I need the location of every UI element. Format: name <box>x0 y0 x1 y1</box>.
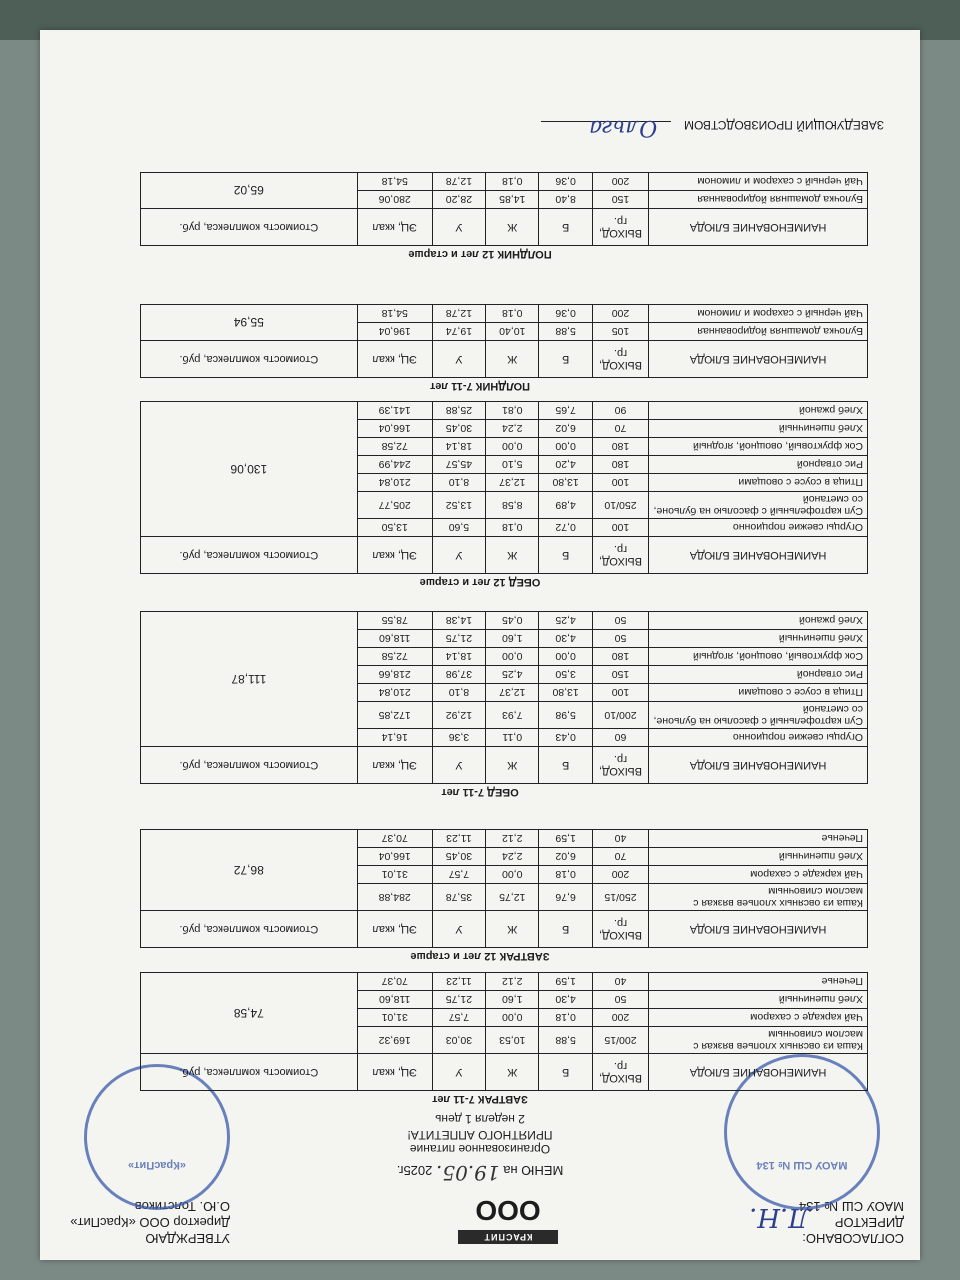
cell-u: 37,98 <box>432 666 485 684</box>
block-title: ПОЛДНИК 12 лет и старше <box>408 248 552 260</box>
block-title: ОБЕД 12 лет и старше <box>419 576 541 588</box>
cell-zh: 7,93 <box>486 702 539 729</box>
cell-name: Птица в соусе с овощами <box>649 474 868 492</box>
column-header-zh: Ж <box>486 537 539 574</box>
cell-yield: 50 <box>592 630 648 648</box>
cell-u: 8,10 <box>432 684 485 702</box>
cell-u: 30,03 <box>432 1027 485 1054</box>
column-header-cost: Стоимость комплекса, руб. <box>141 209 358 246</box>
cell-kcal: 196,04 <box>357 323 432 341</box>
block-title: ПОЛДНИК 7-11 лет <box>429 380 531 392</box>
footer <box>469 115 884 140</box>
column-header-cost: Стоимость комплекса, руб. <box>141 341 358 378</box>
cell-zh: 0,18 <box>486 173 539 191</box>
cell-cost: 86,72 <box>141 830 358 911</box>
cell-b: 7,65 <box>539 402 592 420</box>
cell-u: 18,14 <box>432 648 485 666</box>
cell-name: Чай черный с сахаром и лимоном <box>649 305 868 323</box>
cell-b: 5,88 <box>539 1027 592 1054</box>
cell-u: 21,75 <box>432 630 485 648</box>
cell-b: 1,59 <box>539 830 592 848</box>
column-header-name: НАИМЕНОВАНИЕ БЛЮДА <box>649 911 868 948</box>
column-header-u: У <box>432 537 485 574</box>
cell-b: 0,00 <box>539 648 592 666</box>
table-header-row <box>141 209 868 246</box>
column-header-name: НАИМЕНОВАНИЕ БЛЮДА <box>649 341 868 378</box>
cell-name: Печенье <box>649 830 868 848</box>
column-header-kcal: ЭЦ, ккал <box>357 747 432 784</box>
cell-kcal: 169,32 <box>357 1027 432 1054</box>
cell-kcal: 284,88 <box>357 884 432 911</box>
cell-kcal: 31,01 <box>357 1009 432 1027</box>
cell-b: 4,30 <box>539 991 592 1009</box>
column-header-yield: ВЫХОД, гр. <box>592 209 648 246</box>
cell-b: 6,76 <box>539 884 592 911</box>
block-title: ОБЕД 7-11 лет <box>441 786 519 798</box>
cell-u: 11,23 <box>432 830 485 848</box>
menu-table <box>140 829 868 948</box>
cell-yield: 100 <box>592 474 648 492</box>
column-header-yield: ВЫХОД, гр. <box>592 537 648 574</box>
cell-name: Сок фруктовый, овощной, ягодный <box>649 648 868 666</box>
cell-yield: 70 <box>592 420 648 438</box>
cell-b: 8,40 <box>539 191 592 209</box>
cell-b: 6,02 <box>539 848 592 866</box>
column-header-u: У <box>432 1054 485 1091</box>
cell-u: 14,38 <box>432 612 485 630</box>
column-header-cost: Стоимость комплекса, руб. <box>141 1054 358 1091</box>
column-header-b: Б <box>539 747 592 784</box>
cell-kcal: 118,60 <box>357 630 432 648</box>
cell-yield: 200 <box>592 173 648 191</box>
column-header-zh: Ж <box>486 209 539 246</box>
cell-b: 13,80 <box>539 474 592 492</box>
cell-zh: 12,37 <box>486 474 539 492</box>
menu-table <box>140 611 868 784</box>
school-stamp-text: МАОУ СШ № 134 <box>756 1159 848 1171</box>
cell-kcal: 16,14 <box>357 729 432 747</box>
column-header-name: НАИМЕНОВАНИЕ БЛЮДА <box>649 537 868 574</box>
cell-zh: 5,10 <box>486 456 539 474</box>
block-title: ЗАВТРАК 12 лет и старше <box>410 950 550 962</box>
cell-zh: 1,60 <box>486 630 539 648</box>
cell-zh: 0,11 <box>486 729 539 747</box>
block-title: ЗАВТРАК 7-11 лет <box>432 1093 528 1105</box>
column-header-kcal: ЭЦ, ккал <box>357 1054 432 1091</box>
cell-cost: 130,06 <box>141 402 358 537</box>
cell-b: 4,20 <box>539 456 592 474</box>
cell-zh: 4,25 <box>486 666 539 684</box>
cell-yield: 100 <box>592 519 648 537</box>
cell-u: 28,20 <box>432 191 485 209</box>
cell-u: 8,10 <box>432 474 485 492</box>
cell-yield: 150 <box>592 191 648 209</box>
cell-kcal: 210,84 <box>357 474 432 492</box>
table-row <box>141 884 868 911</box>
cell-b: 0,18 <box>539 1009 592 1027</box>
cell-zh: 14,85 <box>486 191 539 209</box>
cell-kcal: 31,01 <box>357 866 432 884</box>
table-row <box>141 729 868 747</box>
column-header-kcal: ЭЦ, ккал <box>357 537 432 574</box>
cell-b: 0,36 <box>539 173 592 191</box>
menu-date-line <box>340 1161 620 1185</box>
cell-u: 19,74 <box>432 323 485 341</box>
cell-kcal: 70,37 <box>357 973 432 991</box>
cell-name: Суп картофельный с фасолью на бульоне, со сметаной <box>649 492 868 519</box>
column-header-cost: Стоимость комплекса, руб. <box>141 537 358 574</box>
cell-yield: 180 <box>592 648 648 666</box>
column-header-yield: ВЫХОД, гр. <box>592 1054 648 1091</box>
cell-zh: 0,00 <box>486 648 539 666</box>
cell-cost: 65,02 <box>141 173 358 209</box>
cell-name: Хлеб ржаной <box>649 402 868 420</box>
cell-name: Булочка домашняя йодированная <box>649 323 868 341</box>
cell-kcal: 166,04 <box>357 848 432 866</box>
logo-mark: ООО <box>475 1195 541 1226</box>
column-header-u: У <box>432 209 485 246</box>
cell-cost: 111,87 <box>141 612 358 747</box>
column-header-u: У <box>432 911 485 948</box>
cell-cost: 74,58 <box>141 973 358 1054</box>
table-header-row <box>141 537 868 574</box>
footer-signature: Ольга <box>589 115 658 140</box>
approval-left-signature: Л.Н. <box>749 1202 810 1232</box>
cell-name: Чай черный с сахаром и лимоном <box>649 173 868 191</box>
column-header-kcal: ЭЦ, ккал <box>357 911 432 948</box>
cell-name: Птица в соусе с овощами <box>649 684 868 702</box>
cell-yield: 180 <box>592 438 648 456</box>
column-header-u: У <box>432 747 485 784</box>
cell-u: 30,45 <box>432 848 485 866</box>
cell-b: 5,98 <box>539 702 592 729</box>
approval-left-school: МАОУ СШ № 134 <box>798 1199 904 1214</box>
cell-zh: 8,58 <box>486 492 539 519</box>
cell-yield: 150 <box>592 666 648 684</box>
cell-name: Булочка домашняя йодированная <box>649 191 868 209</box>
cell-b: 3,50 <box>539 666 592 684</box>
cell-u: 12,92 <box>432 702 485 729</box>
cell-b: 13,80 <box>539 684 592 702</box>
cell-u: 35,78 <box>432 884 485 911</box>
table-row <box>141 1027 868 1054</box>
column-header-yield: ВЫХОД, гр. <box>592 911 648 948</box>
cell-yield: 40 <box>592 830 648 848</box>
cell-name: Хлеб пшеничный <box>649 848 868 866</box>
column-header-b: Б <box>539 1054 592 1091</box>
cell-b: 0,36 <box>539 305 592 323</box>
approval-left-label: СОГЛАСОВАНО: <box>802 1231 904 1246</box>
cell-b: 4,25 <box>539 612 592 630</box>
cell-yield: 180 <box>592 456 648 474</box>
cell-kcal: 166,04 <box>357 420 432 438</box>
cell-zh: 10,40 <box>486 323 539 341</box>
cell-u: 11,23 <box>432 973 485 991</box>
cell-name: Огурцы свежие порционно <box>649 519 868 537</box>
approval-right-label: УТВЕРЖДАЮ <box>145 1231 230 1246</box>
column-header-yield: ВЫХОД, гр. <box>592 341 648 378</box>
cell-name: Суп картофельный с фасолью на бульоне, со сметаной <box>649 702 868 729</box>
approval-right-person: О.Ю. Толстиков <box>134 1199 230 1214</box>
menu-table <box>140 172 868 246</box>
column-header-zh: Ж <box>486 911 539 948</box>
company-stamp-text: «КрасПит» <box>128 1159 186 1171</box>
column-header-b: Б <box>539 209 592 246</box>
cell-yield: 50 <box>592 991 648 1009</box>
cell-u: 18,14 <box>432 438 485 456</box>
cell-zh: 2,12 <box>486 973 539 991</box>
cell-b: 4,30 <box>539 630 592 648</box>
cell-name: Хлеб пшеничный <box>649 630 868 648</box>
logo-top-text: КРАСПИТ <box>458 1230 558 1244</box>
cell-kcal: 118,60 <box>357 991 432 1009</box>
cell-name: Хлеб пшеничный <box>649 991 868 1009</box>
cell-zh: 0,18 <box>486 519 539 537</box>
cell-u: 25,88 <box>432 402 485 420</box>
cell-zh: 1,60 <box>486 991 539 1009</box>
menu-table <box>140 401 868 574</box>
cell-kcal: 13,50 <box>357 519 432 537</box>
cell-yield: 200 <box>592 1009 648 1027</box>
cell-name: Хлеб пшеничный <box>649 420 868 438</box>
company-logo <box>458 1188 558 1244</box>
cell-name: Чай каркаде с сахаром <box>649 1009 868 1027</box>
cell-kcal: 218,66 <box>357 666 432 684</box>
cell-yield: 250/15 <box>592 884 648 911</box>
column-header-b: Б <box>539 537 592 574</box>
cell-zh: 12,75 <box>486 884 539 911</box>
cell-zh: 0,18 <box>486 305 539 323</box>
cell-yield: 70 <box>592 848 648 866</box>
table-row <box>141 323 868 341</box>
cell-kcal: 54,18 <box>357 173 432 191</box>
column-header-name: НАИМЕНОВАНИЕ БЛЮДА <box>649 209 868 246</box>
table-header-row <box>141 341 868 378</box>
cell-yield: 200 <box>592 866 648 884</box>
cell-u: 30,45 <box>432 420 485 438</box>
cell-zh: 0,00 <box>486 1009 539 1027</box>
cell-yield: 90 <box>592 402 648 420</box>
cell-zh: 2,24 <box>486 420 539 438</box>
cell-yield: 100 <box>592 684 648 702</box>
cell-name: Огурцы свежие порционно <box>649 729 868 747</box>
cell-yield: 200/15 <box>592 1027 648 1054</box>
column-header-yield: ВЫХОД, гр. <box>592 747 648 784</box>
cell-zh: 2,12 <box>486 830 539 848</box>
org-line-2: ПРИЯТНОГО АППЕТИТА! <box>407 1128 553 1142</box>
table-row <box>141 519 868 537</box>
column-header-zh: Ж <box>486 1054 539 1091</box>
cell-yield: 200/10 <box>592 702 648 729</box>
cell-u: 12,78 <box>432 173 485 191</box>
cell-b: 4,89 <box>539 492 592 519</box>
cell-u: 13,52 <box>432 492 485 519</box>
approval-left-position: ДИРЕКТОР <box>834 1215 904 1230</box>
footer-label: ЗАВЕДУЮЩИЙ ПРОИЗВОДСТВОМ <box>683 118 884 132</box>
cell-name: Рис отварной <box>649 456 868 474</box>
cell-b: 0,00 <box>539 438 592 456</box>
cell-zh: 0,45 <box>486 612 539 630</box>
menu-year: 2025г. <box>396 1163 433 1178</box>
cell-u: 5,60 <box>432 519 485 537</box>
cell-u: 45,57 <box>432 456 485 474</box>
cell-zh: 0,00 <box>486 866 539 884</box>
cell-yield: 60 <box>592 729 648 747</box>
cell-kcal: 72,58 <box>357 648 432 666</box>
approval-right-position: Директор ООО «КрасПит» <box>70 1215 230 1230</box>
menu-table <box>140 972 868 1091</box>
cell-yield: 50 <box>592 612 648 630</box>
cell-u: 7,57 <box>432 866 485 884</box>
cell-b: 6,02 <box>539 420 592 438</box>
column-header-b: Б <box>539 911 592 948</box>
cell-kcal: 72,58 <box>357 438 432 456</box>
cell-kcal: 78,55 <box>357 612 432 630</box>
cell-name: Печенье <box>649 973 868 991</box>
cell-b: 5,88 <box>539 323 592 341</box>
cell-name: Сок фруктовый, овощной, ягодный <box>649 438 868 456</box>
menu-date: 19.05. <box>436 1161 500 1185</box>
cell-yield: 40 <box>592 973 648 991</box>
table-header-row <box>141 747 868 784</box>
cell-b: 0,72 <box>539 519 592 537</box>
cell-name: Каша из овсяных хлопьев вязкая с маслом сливочным <box>649 884 868 911</box>
cell-zh: 10,53 <box>486 1027 539 1054</box>
cell-cost: 55,94 <box>141 305 358 341</box>
cell-zh: 12,37 <box>486 684 539 702</box>
cell-yield: 200 <box>592 305 648 323</box>
table-header-row <box>141 1054 868 1091</box>
cell-b: 1,59 <box>539 973 592 991</box>
cell-kcal: 141,39 <box>357 402 432 420</box>
cell-kcal: 70,37 <box>357 830 432 848</box>
cell-name: Хлеб ржаной <box>649 612 868 630</box>
menu-sheet <box>40 30 920 1260</box>
cell-name: Каша из овсяных хлопьев вязкая с маслом сливочным <box>649 1027 868 1054</box>
cell-kcal: 205,77 <box>357 492 432 519</box>
cell-kcal: 210,84 <box>357 684 432 702</box>
cell-kcal: 54,18 <box>357 305 432 323</box>
week-day: 2 неделя 1 день <box>435 1112 525 1126</box>
org-line-1: Организованное питание <box>409 1142 551 1156</box>
cell-b: 0,18 <box>539 866 592 884</box>
cell-zh: 2,24 <box>486 848 539 866</box>
cell-zh: 0,81 <box>486 402 539 420</box>
table-row <box>141 191 868 209</box>
cell-name: Рис отварной <box>649 666 868 684</box>
cell-zh: 0,00 <box>486 438 539 456</box>
column-header-cost: Стоимость комплекса, руб. <box>141 911 358 948</box>
column-header-zh: Ж <box>486 747 539 784</box>
cell-yield: 250/10 <box>592 492 648 519</box>
cell-u: 12,78 <box>432 305 485 323</box>
column-header-name: НАИМЕНОВАНИЕ БЛЮДА <box>649 747 868 784</box>
cell-u: 7,57 <box>432 1009 485 1027</box>
cell-u: 3,36 <box>432 729 485 747</box>
cell-kcal: 244,99 <box>357 456 432 474</box>
cell-name: Чай каркаде с сахаром <box>649 866 868 884</box>
column-header-b: Б <box>539 341 592 378</box>
cell-yield: 105 <box>592 323 648 341</box>
column-header-kcal: ЭЦ, ккал <box>357 209 432 246</box>
table-header-row <box>141 911 868 948</box>
column-header-name: НАИМЕНОВАНИЕ БЛЮДА <box>649 1054 868 1091</box>
column-header-cost: Стоимость комплекса, руб. <box>141 747 358 784</box>
column-header-u: У <box>432 341 485 378</box>
cell-kcal: 280,06 <box>357 191 432 209</box>
menu-table <box>140 304 868 378</box>
cell-kcal: 172,85 <box>357 702 432 729</box>
column-header-zh: Ж <box>486 341 539 378</box>
menu-page-upside-down <box>40 30 920 1260</box>
cell-u: 21,75 <box>432 991 485 1009</box>
menu-label: МЕНЮ на <box>503 1163 564 1178</box>
cell-b: 0,43 <box>539 729 592 747</box>
column-header-kcal: ЭЦ, ккал <box>357 341 432 378</box>
